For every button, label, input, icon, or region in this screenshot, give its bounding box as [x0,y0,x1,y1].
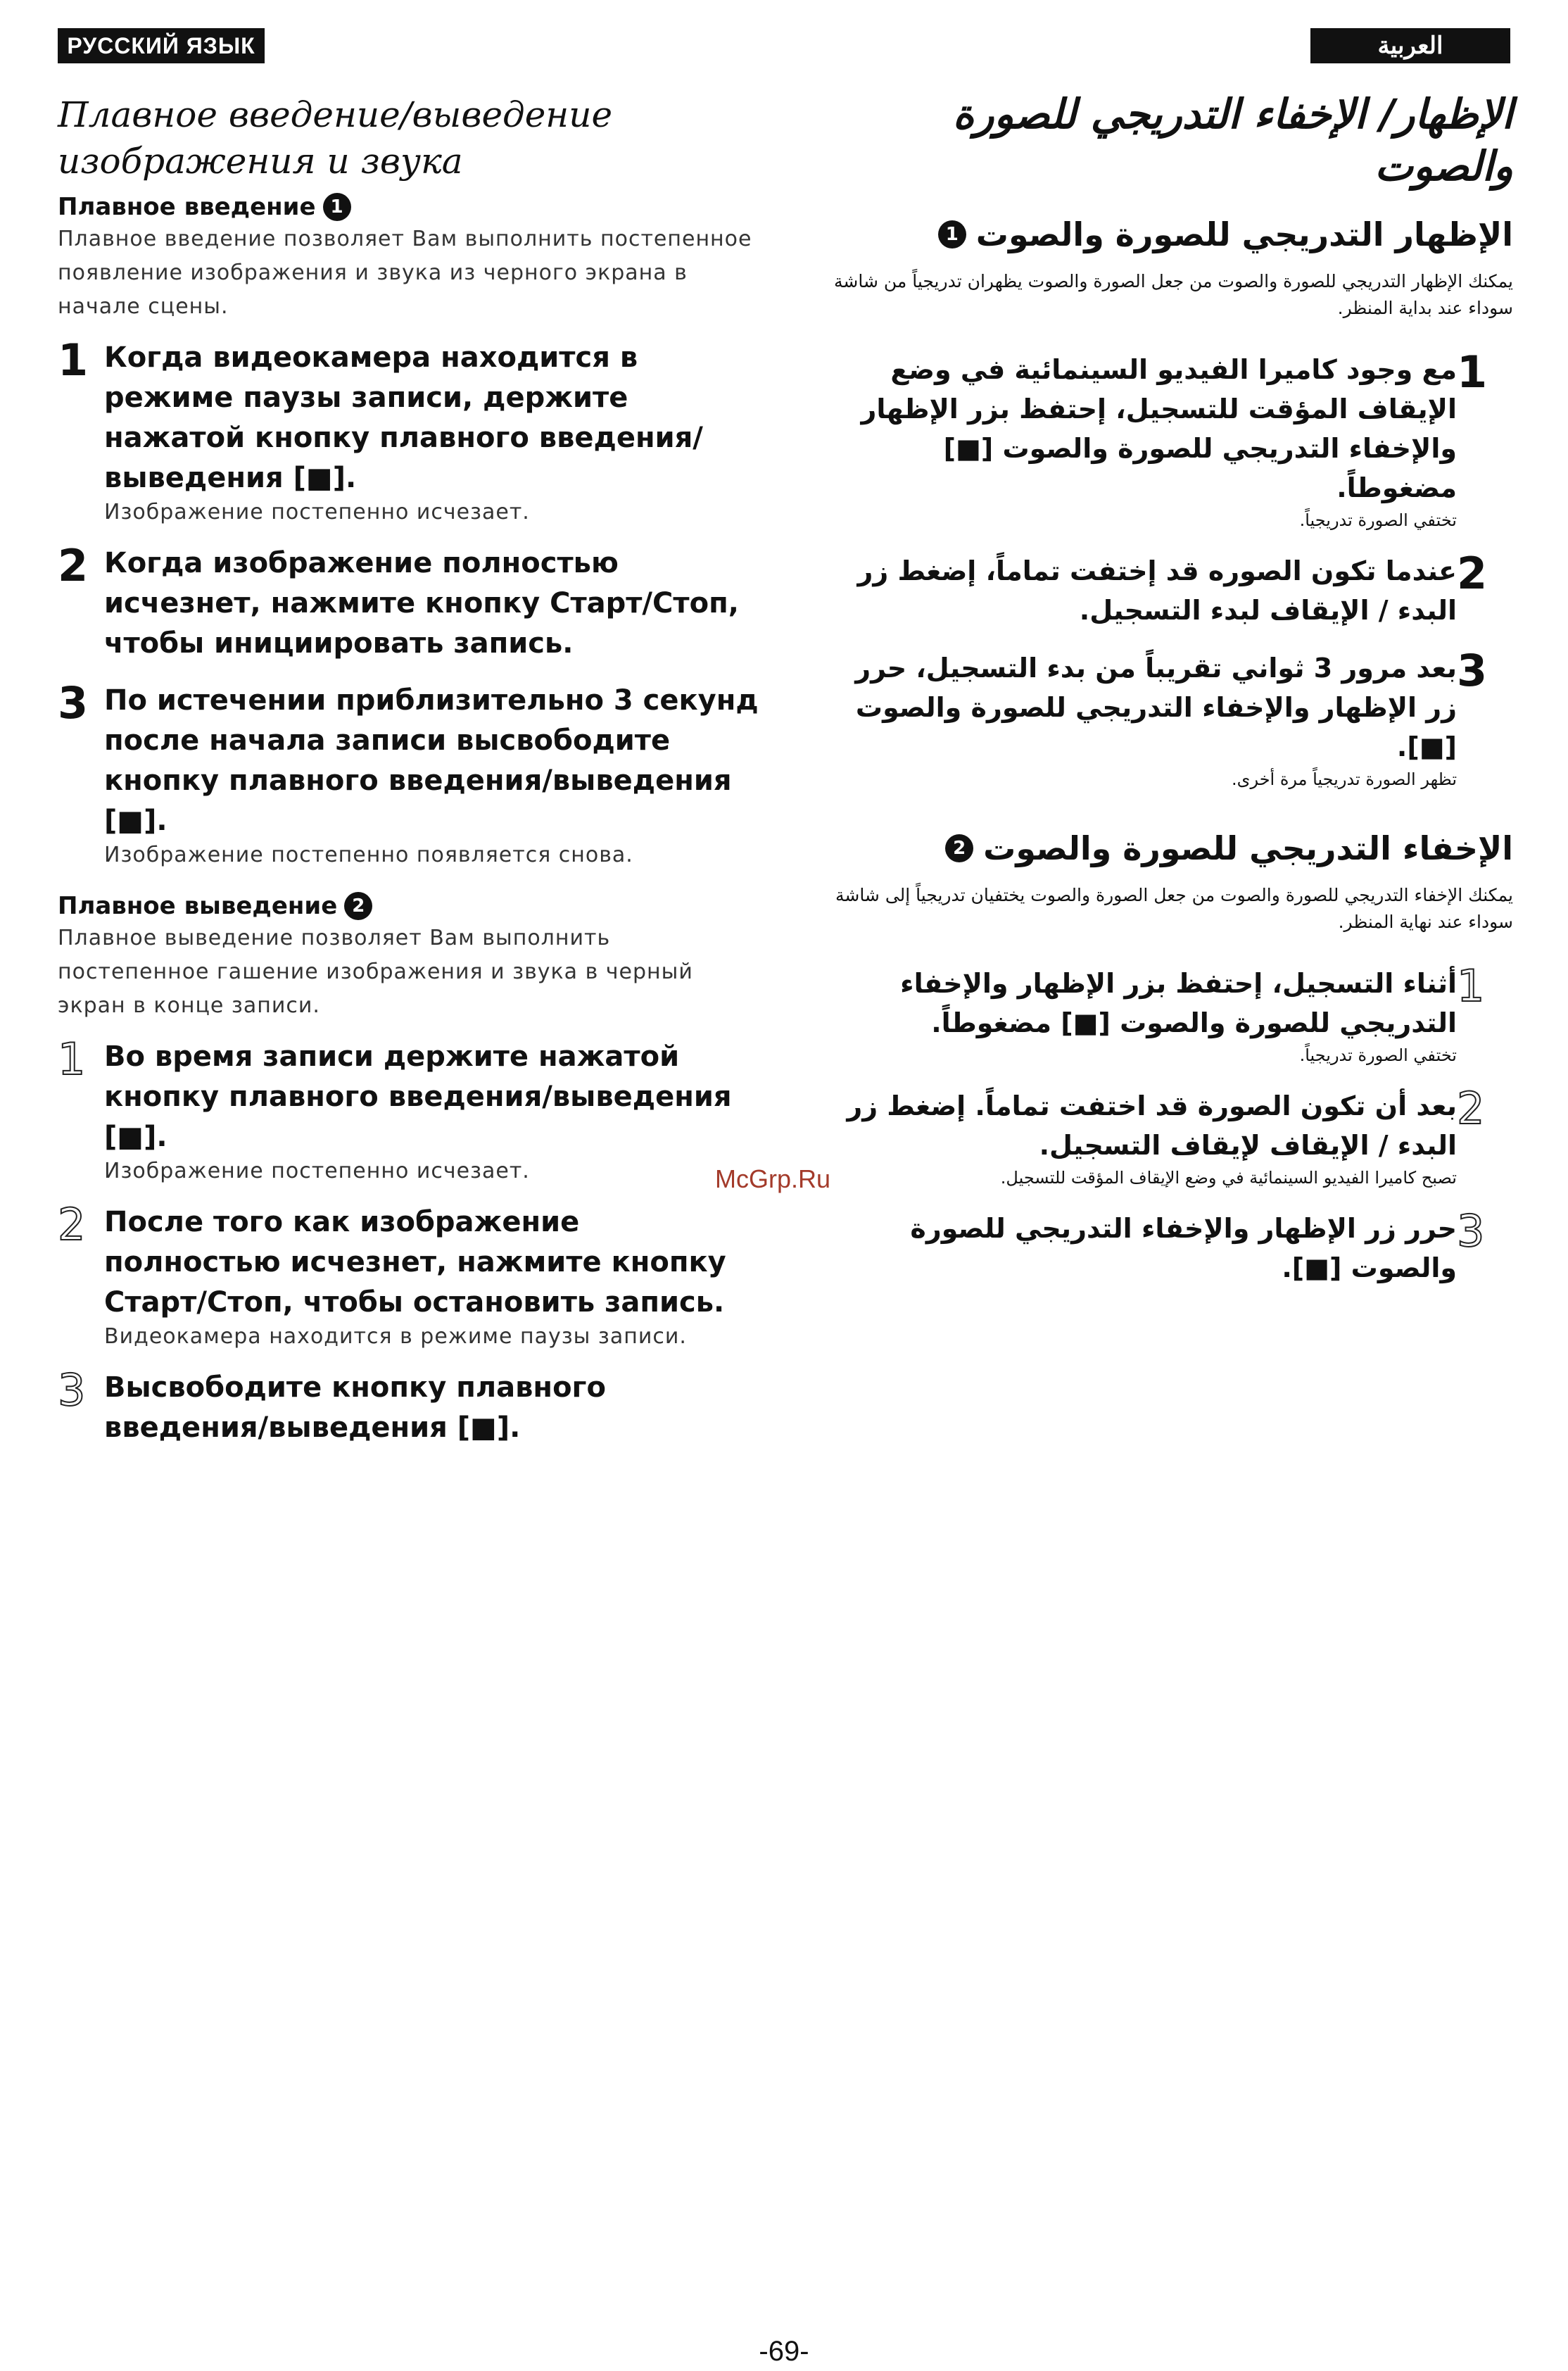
step-text: حرر زر الإظهار والإخفاء التدريجي للصورة والصوت [■]. [910,1213,1457,1283]
fade-out-heading-label: Плавное выведение [58,892,338,920]
arabic-language-tab: العربية [1310,28,1510,63]
fade-out-intro-ru: Плавное выведение позволяет Вам выполнить постепенное гашение изображения и звука в черный экран в конце записи. [58,926,693,1018]
fade-out-section-ru [58,891,761,1448]
step-note: Изображение постепенно исчезает. [104,1159,530,1183]
step-1-ar [830,346,1513,533]
step-2-ar [830,1083,1513,1190]
step-number: 1 [1457,960,1485,1012]
russian-column [58,92,761,1465]
step-number: 3 [58,1364,86,1416]
fade-out-heading-ar [830,827,1513,869]
fade-out-heading-label: الإخفاء التدريجي للصورة والصوت [983,829,1513,867]
fade-in-intro-ar: يمكنك الإظهار التدريجي للصورة والصوت من جعل الصورة والصوت يظهران تدريجياً من شاشة سوداء عند بداية المنظر. [834,271,1513,318]
step-number: 3 [58,677,89,729]
fade-in-section-ar [830,213,1513,792]
fade-out-section-ar [830,827,1513,1288]
step-number: 2 [1457,1083,1485,1134]
step-2-ru [58,540,761,664]
number-badge: 1 [323,193,351,221]
step-number: 3 [1457,1205,1485,1257]
step-note: تظهر الصورة تدريجياً مرة أخرى. [1232,769,1457,789]
step-2-ru [58,1199,761,1351]
step-3-ru [58,677,761,869]
number-badge: 2 [945,834,973,862]
step-text: أثناء التسجيل، إحتفظ بزر الإظهار والإخفاء التدريجي للصورة والصوت [■] مضغوطاً. [900,968,1457,1038]
watermark: McGrp.Ru [715,1164,831,1193]
fade-in-intro-ru: Плавное введение позволяет Вам выполнить постепенное появление изображения и звука из черного экрана в начале сцены. [58,227,752,319]
fade-in-section-ru [58,191,761,869]
step-3-ar [830,1205,1513,1288]
number-badge: 2 [344,892,372,920]
step-text: По истечении приблизительно 3 секунд после начала записи высвободите кнопку плавного введения/выведения [■]. [104,684,759,837]
step-1-ar [830,960,1513,1068]
step-text: مع وجود كاميرا الفيديو السينمائية في وضع الإيقاف المؤقت للتسجيل، إحتفظ بزر الإظهار والإخفاء التدريجي للصورة والصوت [■] مضغوطاً. [861,354,1457,503]
arabic-column [830,88,1513,1306]
number-badge: 1 [938,220,966,249]
step-note: تصبح كاميرا الفيديو السينمائية في وضع الإيقاف المؤقت للتسجيل. [1000,1168,1457,1188]
step-number: 3 [1457,645,1488,696]
page-title-ru: Плавное введение/выведение изображения и звука [58,94,613,182]
step-text: عندما تكون الصوره قد إختفت تماماً، إضغط زر البدء / الإيقاف لبدء التسجيل. [857,555,1457,626]
step-number: 1 [1457,346,1488,398]
step-text: Во время записи держите нажатой кнопку плавного введения/выведения [■]. [104,1040,732,1153]
step-text: بعد مرور 3 ثواني تقريباً من بدء التسجيل، حرر زر الإظهار والإخفاء التدريجي للصورة والصوت [■]. [855,653,1457,762]
step-2-ar [830,548,1513,630]
fade-out-heading-ru [58,891,761,922]
step-number: 1 [58,334,89,386]
step-number: 2 [58,1199,86,1250]
russian-language-tab: РУССКИЙ ЯЗЫК [58,28,265,63]
fade-in-heading-label: Плавное введение [58,193,316,221]
step-note: تختفي الصورة تدريجياً. [1299,1045,1457,1065]
step-3-ru [58,1364,761,1448]
step-text: Высвободите кнопку плавного введения/выведения [■]. [104,1371,606,1444]
step-3-ar [830,645,1513,792]
step-text: Когда видеокамера находится в режиме паузы записи, держите нажатой кнопку плавного введения/выведения [■]. [104,341,703,494]
step-note: Изображение постепенно появляется снова. [104,843,633,867]
step-number: 1 [58,1033,86,1085]
step-text: بعد أن تكون الصورة قد اختفت تماماً. إضغط زر البدء / الإيقاف لإيقاف التسجيل. [847,1090,1457,1161]
step-number: 2 [1457,548,1488,599]
step-note: Видеокамера находится в режиме паузы записи. [104,1324,687,1349]
fade-in-heading-label: الإظهار التدريجي للصورة والصوت [975,215,1513,253]
step-note: تختفي الصورة تدريجياً. [1299,510,1457,530]
fade-in-heading-ru [58,191,761,222]
step-1-ru [58,334,761,527]
page-title-ar: الإظهار/ الإخفاء التدريجي للصورة والصوت [952,90,1513,190]
step-1-ru [58,1033,761,1186]
step-number: 2 [58,540,89,591]
step-text: Когда изображение полностью исчезнет, нажмите кнопку Старт/Стоп, чтобы инициировать запись. [104,547,739,660]
step-text: После того как изображение полностью исчезнет, нажмите кнопку Старт/Стоп, чтобы остановить запись. [104,1206,726,1319]
step-note: Изображение постепенно исчезает. [104,500,530,524]
fade-out-intro-ar: يمكنك الإخفاء التدريجي للصورة والصوت من جعل الصورة والصوت يختفيان تدريجياً إلى شاشة سوداء عند نهاية المنظر. [835,885,1513,932]
fade-in-heading-ar [830,213,1513,256]
page-number: -69- [759,2336,809,2367]
